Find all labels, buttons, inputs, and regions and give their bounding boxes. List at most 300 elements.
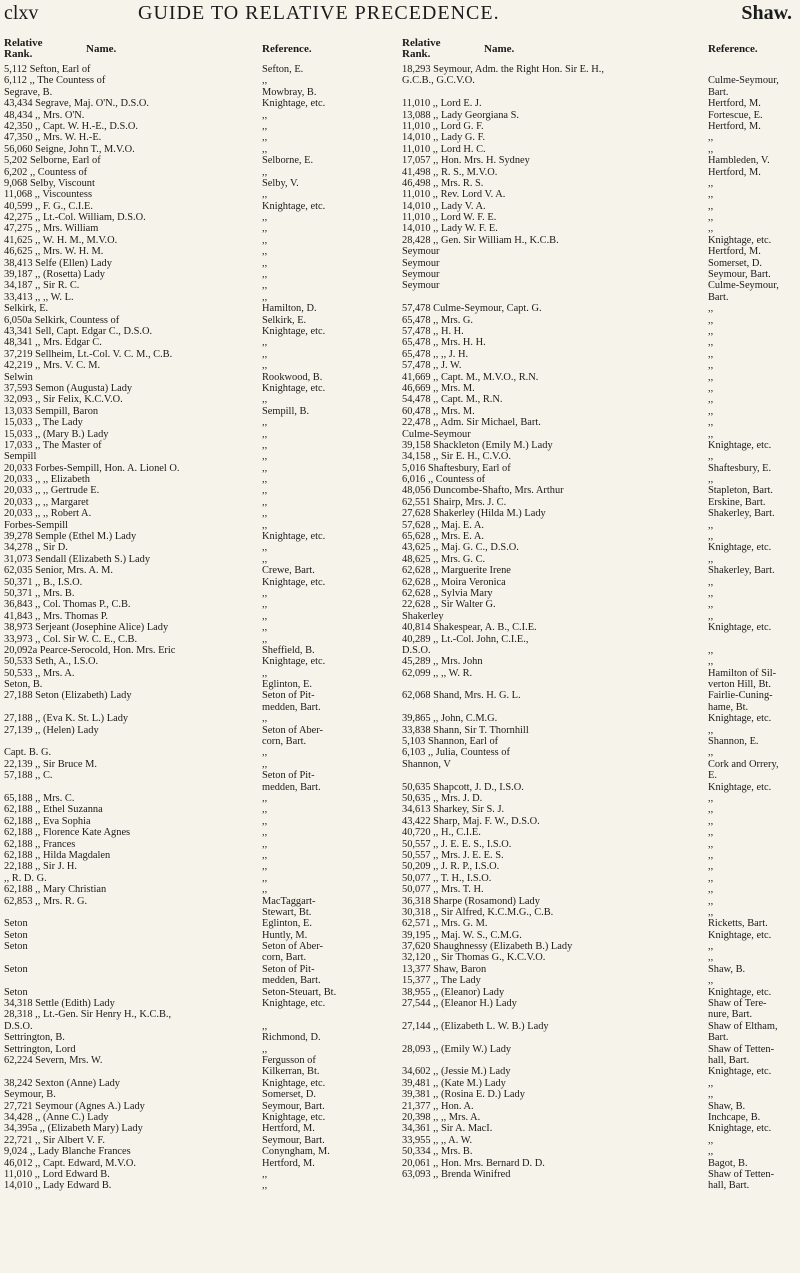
entry-reference: medden, Bart. [262, 781, 321, 793]
entry-name: 28,093 ,, (Emily W.) Lady [402, 1043, 512, 1055]
entry-reference: ,, [262, 439, 268, 451]
entry-row [402, 394, 798, 405]
entry-row [402, 508, 798, 519]
entry-reference: Knightage, etc. [708, 929, 772, 941]
entry-row [4, 246, 400, 257]
entry-reference: Knightage, etc. [262, 98, 326, 110]
entry-name: 50,533 Seth, A., I.S.O. [4, 656, 99, 668]
entry-reference: ,, [708, 360, 714, 372]
entry-name: 34,158 ,, Sir E. H., C.V.O. [402, 451, 511, 463]
entry-name: 20,092a Pearce-Serocold, Hon. Mrs. Eric [4, 644, 176, 656]
entry-reference: ,, [708, 177, 714, 189]
entry-reference: ,, [708, 849, 714, 861]
entry-reference: ,, [262, 1168, 268, 1180]
entry-name: 65,478 ,, ,, J. H. [402, 348, 469, 360]
entry-name: ,, R. D. G. [4, 872, 47, 884]
entry-name: G.C.B., G.C.V.O. [402, 75, 475, 87]
entry-row [402, 280, 798, 291]
entry-row [402, 918, 798, 929]
entry-name: 11,010 ,, Lord G. F. [402, 120, 484, 132]
entry-reference: ,, [708, 531, 714, 543]
entry-reference: Cork and Orrery, [708, 758, 779, 770]
entry-reference: Hertford, M. [708, 166, 761, 178]
entry-reference: ,, [262, 599, 268, 611]
entry-name: 41,625 ,, W. H. M., M.V.O. [4, 234, 118, 246]
entry-row [402, 463, 798, 474]
entry-reference: Seton of Aber- [262, 724, 323, 736]
entry-name: 34,318 Settle (Edith) Lady [4, 998, 115, 1010]
entry-row [402, 1112, 798, 1123]
entry-row [402, 121, 798, 132]
entry-reference: Knightage, etc. [262, 656, 326, 668]
entry-reference: Knightage, etc. [262, 998, 326, 1010]
entry-name: 62,068 Shand, Mrs. H. G. L. [402, 690, 521, 702]
entry-name: 31,073 Sendall (Elizabeth S.) Lady [4, 553, 151, 565]
entry-reference: ,, [708, 325, 714, 337]
entry-name: 48,625 ,, Mrs. G. C. [402, 553, 486, 565]
entry-reference: ,, [708, 576, 714, 588]
entry-name: Forbes-Sempill [4, 519, 69, 531]
entry-row [402, 360, 798, 371]
entry-reference: ,, [708, 303, 714, 315]
entry-row [402, 1158, 798, 1169]
entry-reference: corn, Bart. [262, 736, 307, 748]
entry-row [402, 816, 798, 827]
entry-reference: ,, [708, 644, 714, 656]
entry-reference: Seymour, Bart. [708, 269, 771, 281]
entry-name: Settrington, B. [4, 1032, 65, 1044]
entry-row [402, 634, 798, 645]
entry-reference: Bart. [708, 291, 729, 303]
entry-reference: Seton of Pit- [262, 963, 315, 975]
entry-reference: ,, [262, 474, 268, 486]
entry-name: 38,973 Serjeant (Josephine Alice) Lady [4, 622, 169, 634]
entry-reference: ,, [262, 496, 268, 508]
entry-reference: Hambleden, V. [708, 155, 770, 167]
entry-row [4, 1112, 400, 1123]
entry-name: 11,010 ,, Lord E. J. [402, 98, 482, 110]
entry-name: 47,350 ,, Mrs. W. H.-E. [4, 132, 102, 144]
entry-row [4, 1089, 400, 1100]
entry-row [4, 474, 400, 485]
entry-reference: ,, [262, 872, 268, 884]
entry-name: Sempill [4, 451, 37, 463]
entry-name: 37,593 Semon (Augusta) Lady [4, 382, 133, 394]
entry-name: 65,188 ,, Mrs. C. [4, 793, 75, 804]
entry-name: 38,955 ,, (Eleanor) Lady [402, 986, 505, 998]
page-title: GUIDE TO RELATIVE PRECEDENCE. [138, 2, 500, 24]
entry-reference: ,, [708, 382, 714, 394]
entry-reference: Eglinton, E. [262, 679, 312, 691]
entry-name: 40,720 ,, H., C.I.E. [402, 827, 481, 839]
entry-name: 15,033 ,, (Mary B.) Lady [4, 428, 109, 440]
entry-name: Seton [4, 986, 28, 998]
entry-row [402, 246, 798, 257]
entry-reference: ,, [262, 291, 268, 303]
entry-name: 20,033 ,, ,, Gertrude E. [4, 485, 100, 497]
entry-name: 62,188 ,, Mary Christian [4, 884, 107, 896]
entry-reference: ,, [708, 952, 714, 964]
entry-reference: ,, [262, 257, 268, 269]
entry-reference: ,, [262, 622, 268, 634]
entry-row [402, 987, 798, 998]
entry-name: 50,209 ,, J. R. P., I.S.O. [402, 861, 500, 873]
entry-reference: ,, [262, 212, 268, 224]
entry-name: 11,010 ,, Rev. Lord V. A. [402, 189, 506, 201]
entry-reference: Kilkerran, Bt. [262, 1066, 320, 1078]
page-number: clxv [4, 2, 39, 24]
entry-name: 28,428 ,, Gen. Sir William H., K.C.B. [402, 234, 559, 246]
entry-reference: ,, [708, 553, 714, 565]
entry-name: 22,478 ,, Adm. Sir Michael, Bart. [402, 417, 541, 429]
entry-reference: Shakerley, Bart. [708, 508, 775, 520]
entry-reference: ,, [262, 280, 268, 292]
entry-reference: ,, [262, 519, 268, 531]
entry-row [4, 987, 400, 998]
entry-name: 14,010 ,, Lady G. F. [402, 132, 486, 144]
entry-row [4, 1009, 400, 1020]
entry-row [402, 804, 798, 815]
entry-row [4, 747, 400, 758]
entry-row [4, 588, 400, 599]
entry-name: 43,434 Segrave, Maj. O'N., D.S.O. [4, 98, 150, 110]
entry-name: 11,068 ,, Viscountess [4, 189, 92, 201]
entry-name: 33,838 Shann, Sir T. Thornhill [402, 724, 529, 736]
entry-reference: Sefton, E. [262, 64, 304, 75]
entry-row [4, 1180, 400, 1191]
entry-name: 27,544 ,, (Eleanor H.) Lady [402, 998, 517, 1010]
entry-name: 50,371 ,, Mrs. B. [4, 587, 75, 599]
entry-row [402, 87, 798, 98]
entry-reference: Shakerley, Bart. [708, 565, 775, 577]
entry-row [4, 554, 400, 565]
entry-row [402, 577, 798, 588]
entry-row [402, 326, 798, 337]
entry-name: Seymour [402, 246, 440, 258]
entry-row [402, 839, 798, 850]
entry-reference: nure, Bart. [708, 1009, 753, 1021]
entry-row [402, 132, 798, 143]
entry-reference: ,, [708, 223, 714, 235]
entry-row [402, 1066, 798, 1077]
entry-name: 9,024 ,, Lady Blanche Frances [4, 1146, 131, 1158]
entry-reference: Knightage, etc. [262, 1077, 326, 1089]
entry-row [4, 1169, 400, 1180]
entry-reference: ,, [262, 348, 268, 360]
entry-row [402, 725, 798, 736]
entry-name: 48,434 ,, Mrs. O'N. [4, 109, 85, 121]
entry-name: 40,814 Shakespear, A. B., C.I.E. [402, 622, 537, 634]
entry-reference: Culme-Seymour, [708, 280, 779, 292]
entry-reference: Erskine, Bart. [708, 496, 766, 508]
entry-row [4, 1135, 400, 1146]
entry-row [4, 349, 400, 360]
entry-reference: ,, [708, 838, 714, 850]
entry-row [402, 759, 798, 770]
entry-reference: ,, [262, 120, 268, 132]
entry-name: 62,188 ,, Eva Sophia [4, 815, 91, 827]
entry-name: 39,195 ,, Maj. W. S., C.M.G. [402, 929, 522, 941]
entry-name: 50,077 ,, Mrs. T. H. [402, 884, 484, 896]
entry-row [4, 804, 400, 815]
entry-name: 41,843 ,, Mrs. Thomas P. [4, 610, 109, 622]
entry-reference: ,, [708, 872, 714, 884]
entry-row [4, 201, 400, 212]
entry-row [4, 155, 400, 166]
entry-row [4, 1032, 400, 1043]
entry-reference: Culme-Seymour, [708, 75, 779, 87]
entry-reference: Knightage, etc. [262, 325, 326, 337]
entry-reference: Shaw, B. [708, 963, 746, 975]
entry-name: 65,478 ,, Mrs. G. [402, 314, 474, 326]
entry-row [4, 497, 400, 508]
entry-row [4, 941, 400, 952]
entry-name: 22,628 ,, Sir Walter G. [402, 599, 496, 611]
left-column-headings [4, 38, 400, 64]
entry-name: 50,635 Shapcott, J. D., I.S.O. [402, 781, 524, 793]
entry-name: 62,188 ,, Hilda Magdalen [4, 849, 111, 861]
entry-row [402, 520, 798, 531]
entry-reference: Knightage, etc. [708, 713, 772, 725]
entry-reference: Hamilton of Sil- [708, 667, 777, 679]
entry-row [402, 645, 798, 656]
entry-row [402, 429, 798, 440]
section-name: Shaw. [741, 2, 792, 24]
entry-reference: ,, [262, 451, 268, 463]
reference-heading: Reference. [262, 43, 312, 55]
entry-row [4, 121, 400, 132]
entry-name: 46,625 ,, Mrs. W. H. M. [4, 246, 104, 258]
entry-name: 46,498 ,, Mrs. R. S. [402, 177, 484, 189]
entry-name: Capt. B. G. [4, 747, 52, 759]
entry-reference: Knightage, etc. [262, 1111, 326, 1123]
entry-name: 62,571 ,, Mrs. G. M. [402, 918, 488, 930]
entry-row [4, 1055, 400, 1066]
entry-row [402, 702, 798, 713]
entry-row [4, 884, 400, 895]
entry-reference: ,, [262, 132, 268, 144]
entry-name: 62,628 ,, Sylvia Mary [402, 587, 493, 599]
entry-name: 22,139 ,, Sir Bruce M. [4, 758, 97, 770]
entry-name: 36,843 ,, Col. Thomas P., C.B. [4, 599, 131, 611]
entry-reference: Rookwood, B. [262, 371, 323, 383]
entry-name: 32,093 ,, Sir Felix, K.C.V.O. [4, 394, 123, 406]
entry-row [402, 497, 798, 508]
entry-reference: ,, [708, 189, 714, 201]
entry-name: 60,478 ,, Mrs. M. [402, 405, 475, 417]
entry-name: 17,033 ,, The Master of [4, 439, 102, 451]
entry-name: 48,056 Duncombe-Shafto, Mrs. Arthur [402, 485, 564, 497]
entry-reference: ,, [708, 132, 714, 144]
entry-row [4, 975, 400, 986]
entry-reference: ,, [262, 189, 268, 201]
entry-name: 34,187 ,, Sir R. C. [4, 280, 80, 292]
entry-name: 11,010 ,, Lord Edward B. [4, 1168, 110, 1180]
entry-name: 21,377 ,, Hon. A. [402, 1100, 474, 1112]
entry-reference: Richmond, D. [262, 1032, 321, 1044]
entry-name: Seton [4, 963, 28, 975]
entry-name: 43,422 Sharp, Maj. F. W., D.S.O. [402, 815, 540, 827]
entry-name: 65,628 ,, Mrs. E. A. [402, 531, 484, 543]
entry-row [4, 793, 400, 804]
entry-row [4, 406, 400, 417]
entry-row [4, 759, 400, 770]
entry-name: 18,293 Seymour, Adm. the Right Hon. Sir E. H., [402, 64, 604, 75]
entry-row [402, 531, 798, 542]
entry-row [402, 1180, 798, 1191]
entry-row [4, 918, 400, 929]
entry-row [4, 372, 400, 383]
entry-row [402, 372, 798, 383]
entry-row [402, 747, 798, 758]
entry-row [4, 634, 400, 645]
entry-reference: Knightage, etc. [708, 234, 772, 246]
entry-name: Seymour, B. [4, 1089, 56, 1101]
entry-reference: Bart. [708, 86, 729, 98]
entry-row [4, 520, 400, 531]
entry-row [402, 964, 798, 975]
entry-reference: Bagot, B. [708, 1157, 748, 1169]
entry-name: 14,010 ,, Lady Edward B. [4, 1180, 112, 1192]
entry-row [4, 850, 400, 861]
entry-row [4, 930, 400, 941]
entry-name: 5,103 Shannon, Earl of [402, 736, 499, 748]
entry-reference: ,, [262, 1180, 268, 1192]
entry-reference: ,, [262, 553, 268, 565]
entry-reference: ,, [262, 793, 268, 804]
entry-name: 5,112 Sefton, Earl of [4, 64, 91, 75]
entry-row [402, 474, 798, 485]
entry-name: 27,721 Seymour (Agnes A.) Lady [4, 1100, 145, 1112]
right-column-headings [402, 38, 798, 64]
entry-reference: ,, [708, 815, 714, 827]
entry-name: 41,669 ,, Capt. M., M.V.O., R.N. [402, 371, 539, 383]
entry-row [4, 679, 400, 690]
entry-row [4, 952, 400, 963]
entry-row [402, 736, 798, 747]
entry-name: Settrington, Lord [4, 1043, 76, 1055]
entry-reference: hall, Bart. [708, 1180, 750, 1192]
entry-name: 11,010 ,, Lord W. F. E. [402, 212, 497, 224]
entry-reference: ,, [262, 587, 268, 599]
entry-row [4, 998, 400, 1009]
entry-row [402, 782, 798, 793]
entry-reference: ,, [262, 234, 268, 246]
entry-reference: ,, [262, 246, 268, 258]
entry-reference: ,, [262, 849, 268, 861]
entry-reference: Bart. [708, 1032, 729, 1044]
entry-row [4, 577, 400, 588]
entry-reference: ,, [708, 405, 714, 417]
entry-reference: Shaw, B. [708, 1100, 746, 1112]
entry-reference: ,, [708, 348, 714, 360]
entry-name: 39,278 Semple (Ethel M.) Lady [4, 531, 137, 543]
entry-name: 45,289 ,, Mrs. John [402, 656, 483, 668]
entry-reference: ,, [262, 542, 268, 554]
entry-row [402, 1044, 798, 1055]
entry-name: 63,093 ,, Brenda Winifred [402, 1168, 511, 1180]
entry-row [402, 178, 798, 189]
entry-reference: ,, [708, 1146, 714, 1158]
entry-row [402, 406, 798, 417]
entry-name: 20,033 Forbes-Sempill, Hon. A. Lionel O. [4, 462, 180, 474]
entry-reference: Shaw of Tetten- [708, 1168, 775, 1180]
entry-row [4, 440, 400, 451]
entry-row [4, 645, 400, 656]
entry-reference: ,, [262, 143, 268, 155]
entry-name: 62,188 ,, Florence Kate Agnes [4, 827, 131, 839]
entry-reference: Knightage, etc. [708, 542, 772, 554]
entry-name: 27,144 ,, (Elizabeth L. W. B.) Lady [402, 1020, 549, 1032]
entry-row [402, 155, 798, 166]
entry-row [4, 189, 400, 200]
entry-row [402, 440, 798, 451]
entry-row [402, 611, 798, 622]
entry-row [402, 349, 798, 360]
entry-row [402, 98, 798, 109]
entry-row [4, 167, 400, 178]
entry-row [402, 75, 798, 86]
entry-row [402, 223, 798, 234]
entry-reference: ,, [262, 109, 268, 121]
name-heading: Name. [86, 43, 117, 55]
page-header [0, 0, 800, 30]
entry-name: Selkirk, E. [4, 303, 49, 315]
entry-row [4, 429, 400, 440]
entry-row [4, 98, 400, 109]
entry-reference: Mowbray, B. [262, 86, 317, 98]
entry-row [402, 201, 798, 212]
entry-row [4, 873, 400, 884]
entry-row [402, 1055, 798, 1066]
entry-name: 30,318 ,, Sir Alfred, K.C.M.G., C.B. [402, 906, 554, 918]
entry-reference: ,, [262, 508, 268, 520]
entry-name: 34,613 Sharkey, Sir S. J. [402, 804, 505, 816]
entry-row [4, 1101, 400, 1112]
entry-row [4, 87, 400, 98]
entry-name: 50,557 ,, J. E. E. S., I.S.O. [402, 838, 512, 850]
entry-name: 20,398 ,, ,, Mrs. A. [402, 1111, 481, 1123]
entry-row [4, 1123, 400, 1134]
entry-name: 34,278 ,, Sir D. [4, 542, 68, 554]
entry-row [402, 554, 798, 565]
entry-row [4, 1078, 400, 1089]
entry-row [4, 713, 400, 724]
entry-name: Segrave, B. [4, 86, 53, 98]
entry-reference: Sheffield, B. [262, 644, 315, 656]
entry-name: 34,395a ,, (Elizabeth Mary) Lady [4, 1123, 143, 1135]
entry-reference: ,, [708, 417, 714, 429]
entry-name: 15,377 ,, The Lady [402, 975, 481, 987]
entry-row [4, 782, 400, 793]
entry-reference: ,, [708, 337, 714, 349]
entry-reference: Hamilton, D. [262, 303, 317, 315]
entry-name: 27,139 ,, (Helen) Lady [4, 724, 99, 736]
entry-reference: ,, [262, 337, 268, 349]
entry-name: 6,050a Selkirk, Countess of [4, 314, 120, 326]
entry-name: 15,033 ,, The Lady [4, 417, 83, 429]
entry-reference: Seton of Aber- [262, 941, 323, 953]
entry-reference: ,, [262, 815, 268, 827]
entry-reference: ,, [708, 212, 714, 224]
entry-name: 48,341 ,, Mrs. Edgar C. [4, 337, 102, 349]
entry-row [402, 850, 798, 861]
entry-reference: ,, [262, 485, 268, 497]
entry-name: 38,242 Sexton (Anne) Lady [4, 1077, 121, 1089]
entry-row [402, 930, 798, 941]
entry-reference: ,, [708, 371, 714, 383]
entry-row [4, 907, 400, 918]
